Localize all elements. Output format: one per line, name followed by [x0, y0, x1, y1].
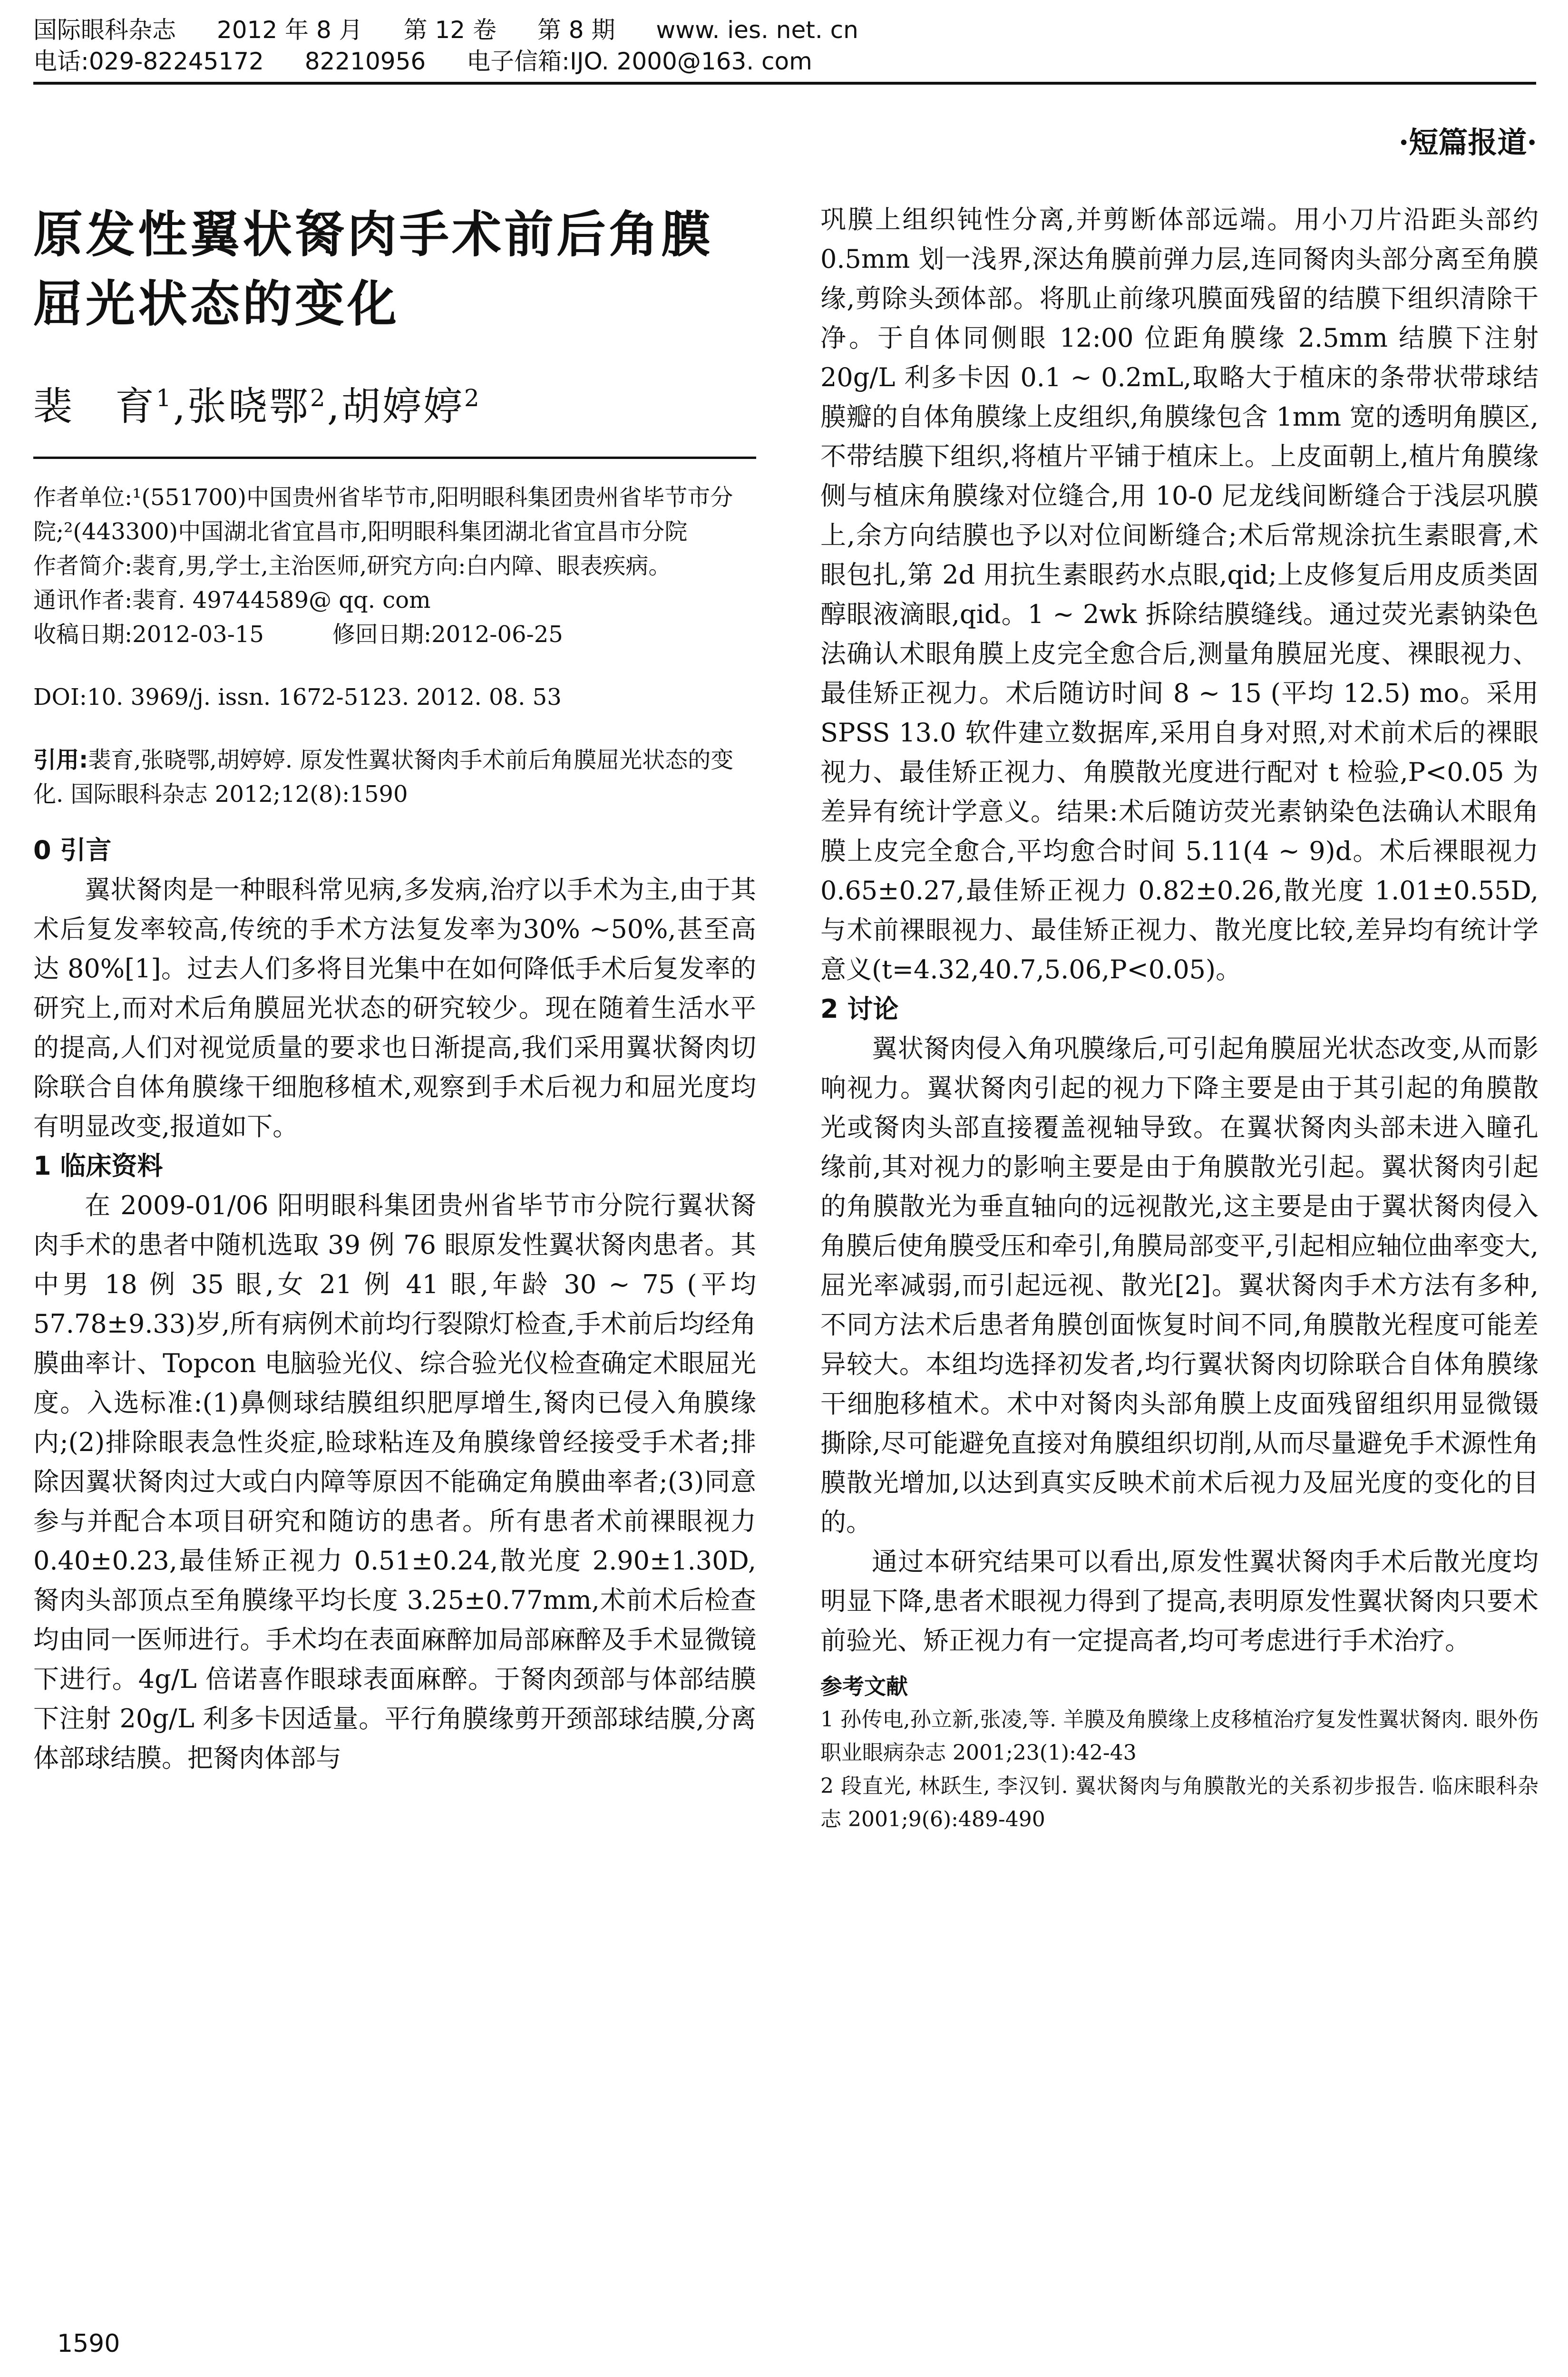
issue-number: 第 8 期 — [537, 16, 615, 44]
reference-item: 2 段直光, 林跃生, 李汉钊. 翼状胬肉与角膜散光的关系初步报告. 临床眼科杂志 2001;9(6):489-490 — [820, 1774, 1539, 1831]
citation-text: 裴育,张晓鄂,胡婷婷. 原发性翼状胬肉手术前后角膜屈光状态的变化. 国际眼科杂志 2012;12(8):1590 — [33, 747, 734, 808]
phone: 电话:029-82245172 — [33, 48, 264, 75]
right-column — [820, 200, 1539, 1836]
section-1-paragraph: 在 2009-01/06 阳明眼科集团贵州省毕节市分院行翼状胬肉手术的患者中随机选取 39 例 76 眼原发性翼状胬肉患者。其中男 18 例 35 眼,女 21 例 41 眼,年龄 30 ~ 75 (平均 57.78±9.33)岁,所有病例术前均行裂隙灯检查,手术前后均经角膜曲率计、Topcon 电脑验光仪、综合验光仪检查确定术眼屈光度。入选标准:(1)鼻侧球结膜组织肥厚增生,胬肉已侵入角膜缘内;(2)排除眼表急性炎症,睑球粘连及角膜缘曾经接受手术者;排除因翼状胬肉过大或白内障等原因不能确定角膜曲率者;(3)同意参与并配合本项目研究和随访的患者。所有患者术前裸眼视力 0.40±0.23,最佳矫正视力 0.51±0.24,散光度 2.90±1.30D,胬肉头部顶点至角膜缘平均长度 3.25±0.77mm,术前术后检查均由同一医师进行。手术均在表面麻醉加局部麻醉及手术显微镜下进行。4g/L 倍诺喜作眼球表面麻醉。于胬肉颈部与体部结膜下注射 20g/L 利多卡因适量。平行角膜缘剪开颈部球结膜,分离体部球结膜。把胬肉体部与 — [33, 1190, 756, 1773]
methods-continued-paragraph: 巩膜上组织钝性分离,并剪断体部远端。用小刀片沿距头部约 0.5mm 划一浅界,深达角膜前弹力层,连同胬肉头部分离至角膜缘,剪除头颈体部。将肌止前缘巩膜面残留的结膜下组织清除干净。于自体同侧眼 12:00 位距角膜缘 2.5mm 结膜下注射 20g/L 利多卡因 0.1 ~ 0.2mL,取略大于植床的条带状带球结膜瓣的自体角膜缘上皮组织,角膜缘包含 1mm 宽的透明角膜区,不带结膜下组织,将植片平铺于植床上。上皮面朝上,植片角膜缘侧与植床角膜缘对位缝合,用 10-0 尼龙线间断缝合于浅层巩膜上,余方向结膜也予以对位间断缝合;术后常规涂抗生素眼膏,术眼包扎,第 2d 用抗生素眼药水点眼,qid;上皮修复后用皮质类固醇眼液滴眼,qid。1 ~ 2wk 拆除结膜缝线。通过荧光素钠染色法确认术眼角膜上皮完全愈合后,测量角膜屈光度、裸眼视力、最佳矫正视力。术后随访时间 8 ~ 15 (平均 12.5) mo。采用 SPSS 13.0 软件建立数据库,采用自身对照,对术前术后的裸眼视力、最佳矫正视力、角膜散光度进行配对 t 检验,P<0.05 为差异有统计学意义。结果:术后随访荧光素钠染色法确认术眼角膜上皮完全愈合,平均愈合时间 5.11(4 ~ 9)d。术后裸眼视力 0.65±0.27,最佳矫正视力 0.82±0.26,散光度 1.01±0.55D,与术前裸眼视力、最佳矫正视力、散光度比较,差异均有统计学意义(t=4.32,40.7,5.06,P<0.05)。 — [820, 205, 1539, 984]
masthead-line-2 — [33, 46, 1536, 77]
column-label: ·短篇报道· — [1398, 125, 1537, 160]
issue-date: 2012 年 8 月 — [216, 16, 363, 44]
reference-list — [820, 1703, 1539, 1836]
author-1: 裴 育 — [33, 384, 156, 429]
discussion-paragraph-1: 翼状胬肉侵入角巩膜缘后,可引起角膜屈光状态改变,从而影响视力。翼状胬肉引起的视力下降主要是由于其引起的角膜散光或胬肉头部直接覆盖视轴导致。在翼状胬肉头部未进入瞳孔缘前,其对视力的影响主要是由于角膜散光引起。翼状胬肉引起的角膜散光为垂直轴向的远视散光,这主要是由于翼状胬肉侵入角膜后使角膜受压和牵引,角膜局部变平,引起相应轴位曲率变大,屈光率减弱,而引起远视、散光[2]。翼状胬肉手术方法有多种,不同方法术后患者角膜创面恢复时间不同,角膜散光程度可能差异较大。本组均选择初发者,均行翼状胬肉切除联合自体角膜缘干细胞移植术。术中对胬肉头部角膜上皮面残留组织用显微镊撕除,尽可能避免直接对角膜组织切削,从而尽量避免手术源性角膜散光增加,以达到真实反映术前术后视力及屈光度的变化的目的。 — [820, 1033, 1539, 1537]
affiliations: 作者单位:¹(551700)中国贵州省毕节市,阳明眼科集团贵州省毕节市分院;²(443300)中国湖北省宜昌市,阳明眼科集团湖北省宜昌市分院 — [33, 484, 733, 546]
reference-item: 1 孙传电,孙立新,张凌,等. 羊膜及角膜缘上皮移植治疗复发性翼状胬肉. 眼外伤职业眼病杂志 2001;23(1):42-43 — [820, 1707, 1539, 1765]
phone-2: 82210956 — [304, 48, 426, 75]
right-body — [820, 200, 1539, 1660]
author-2-affil: 2 — [310, 384, 327, 412]
author-list — [33, 372, 756, 433]
author-2: 张晓鄂 — [187, 384, 310, 429]
article-meta — [33, 480, 756, 811]
author-sep: , — [327, 384, 341, 429]
citation — [33, 743, 756, 811]
citation-label: 引用: — [33, 747, 88, 774]
discussion-paragraph-2: 通过本研究结果可以看出,原发性翼状胬肉手术后散光度均明显下降,患者术眼视力得到了提高,表明原发性翼状胬肉只要术前验光、矫正视力有一定提高者,均可考虑进行手术治疗。 — [820, 1547, 1539, 1656]
article-title: 原发性翼状胬肉手术前后角膜屈光状态的变化 — [33, 205, 714, 333]
author-1-affil: 1 — [156, 384, 173, 412]
journal-masthead — [33, 14, 1536, 77]
email: 电子信箱:IJO. 2000@163. com — [467, 48, 812, 75]
author-bio: 作者简介:裴育,男,学士,主治医师,研究方向:白内障、眼表疾病。 — [33, 553, 672, 580]
doi: DOI:10. 3969/j. issn. 1672-5123. 2012. 08. 53 — [33, 684, 562, 711]
volume: 第 12 卷 — [403, 16, 497, 44]
corresponding-author: 通讯作者:裴育. 49744589@ qq. com — [33, 587, 431, 614]
dates: 收稿日期:2012-03-15 修回日期:2012-06-25 — [33, 621, 563, 648]
masthead-line-1 — [33, 14, 1536, 46]
section-1-heading: 1 临床资料 — [33, 1151, 163, 1181]
journal-website: www. ies. net. cn — [656, 16, 858, 44]
author-sep: , — [173, 384, 187, 429]
header-rule — [33, 82, 1536, 85]
page-number: 1590 — [57, 2329, 120, 2358]
journal-name: 国际眼科杂志 — [33, 16, 176, 44]
references-heading: 参考文献 — [820, 1674, 908, 1699]
author-3: 胡婷婷 — [341, 384, 464, 429]
section-2-heading: 2 讨论 — [820, 994, 899, 1024]
left-column — [33, 200, 756, 1778]
left-body — [33, 830, 756, 1778]
section-0-heading: 0 引言 — [33, 835, 112, 866]
section-0-paragraph: 翼状胬肉是一种眼科常见病,多发病,治疗以手术为主,由于其术后复发率较高,传统的手术方法复发率为30% ~50%,甚至高达 80%[1]。过去人们多将目光集中在如何降低手术后复发率的研究上,而对术后角膜屈光状态的研究较少。现在随着生活水平的提高,人们对视觉质量的要求也日渐提高,我们采用翼状胬肉切除联合自体角膜缘干细胞移植术,观察到手术后视力和屈光度均有明显改变,报道如下。 — [33, 875, 756, 1142]
title-rule — [33, 457, 756, 459]
author-3-affil: 2 — [464, 384, 481, 412]
